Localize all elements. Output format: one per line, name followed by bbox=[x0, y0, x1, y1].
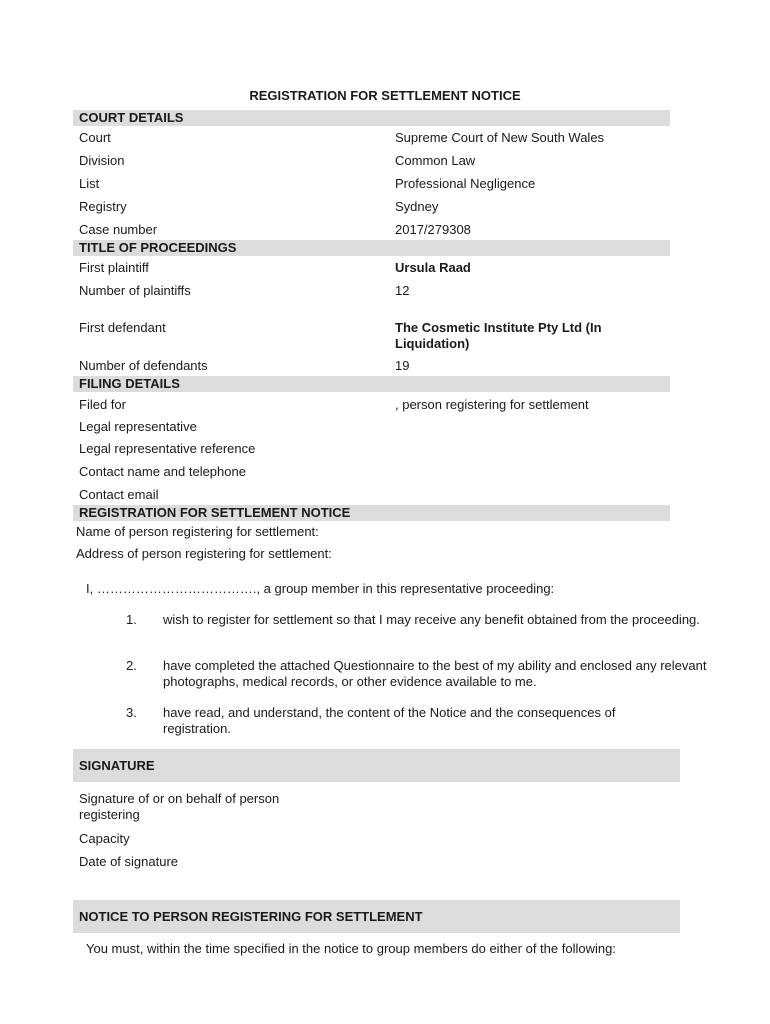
division-label: Division bbox=[79, 153, 125, 168]
signature-label: Signature of or on behalf of person registering bbox=[79, 791, 280, 822]
first-defendant-value: The Cosmetic Institute Pty Ltd (In Liquidation) bbox=[395, 320, 602, 351]
filing-details-header: FILING DETAILS bbox=[73, 376, 670, 392]
item-text: wish to register for settlement so that I may receive any benefit obtained from the proceeding. bbox=[163, 612, 700, 627]
legal-rep-label: Legal representative bbox=[79, 419, 197, 434]
contact-email-label: Contact email bbox=[79, 487, 159, 502]
capacity-label: Capacity bbox=[79, 831, 130, 846]
case-number-value: 2017/279308 bbox=[395, 222, 471, 237]
item-number: 2. bbox=[126, 658, 137, 673]
registrant-name-label: Name of person registering for settlement: bbox=[76, 524, 319, 539]
legal-rep-ref-label: Legal representative reference bbox=[79, 441, 256, 456]
num-defendants-value: 19 bbox=[395, 358, 410, 373]
registrant-address-label: Address of person registering for settlement: bbox=[76, 546, 332, 561]
item-number: 1. bbox=[126, 612, 137, 627]
first-defendant-label: First defendant bbox=[79, 320, 166, 335]
num-plaintiffs-value: 12 bbox=[395, 283, 410, 298]
item-text: have read, and understand, the content of the Notice and the consequences of registration. bbox=[163, 705, 616, 736]
court-details-header: COURT DETAILS bbox=[73, 110, 670, 126]
contact-name-label: Contact name and telephone bbox=[79, 464, 246, 479]
list-label: List bbox=[79, 176, 100, 191]
filed-for-label: Filed for bbox=[79, 397, 126, 412]
first-plaintiff-label: First plaintiff bbox=[79, 260, 149, 275]
date-of-signature-label: Date of signature bbox=[79, 854, 179, 869]
item-number: 3. bbox=[126, 705, 137, 720]
court-label: Court bbox=[79, 130, 111, 145]
filed-for-value: , person registering for settlement bbox=[395, 397, 589, 412]
case-number-label: Case number bbox=[79, 222, 158, 237]
notice-header: NOTICE TO PERSON REGISTERING FOR SETTLEMENT bbox=[73, 900, 680, 933]
declaration-text: I, ………………………………., a group member in this representative proceeding: bbox=[86, 581, 555, 596]
notice-text: You must, within the time specified in the notice to group members do either of the following: bbox=[86, 941, 616, 956]
num-plaintiffs-label: Number of plaintiffs bbox=[79, 283, 191, 298]
division-value: Common Law bbox=[395, 153, 476, 168]
item-text: have completed the attached Questionnaire to the best of my ability and enclosed any relevant photographs, medical records, or other evidence available to me. bbox=[163, 658, 707, 689]
registry-label: Registry bbox=[79, 199, 127, 214]
list-value: Professional Negligence bbox=[395, 176, 536, 191]
court-value: Supreme Court of New South Wales bbox=[395, 130, 605, 145]
first-plaintiff-value: Ursula Raad bbox=[395, 260, 471, 275]
signature-header: SIGNATURE bbox=[73, 749, 680, 782]
title-of-proceedings-header: TITLE OF PROCEEDINGS bbox=[73, 240, 670, 256]
registry-value: Sydney bbox=[395, 199, 439, 214]
document-title: REGISTRATION FOR SETTLEMENT NOTICE bbox=[249, 88, 521, 103]
num-defendants-label: Number of defendants bbox=[79, 358, 208, 373]
registration-header: REGISTRATION FOR SETTLEMENT NOTICE bbox=[73, 505, 670, 521]
